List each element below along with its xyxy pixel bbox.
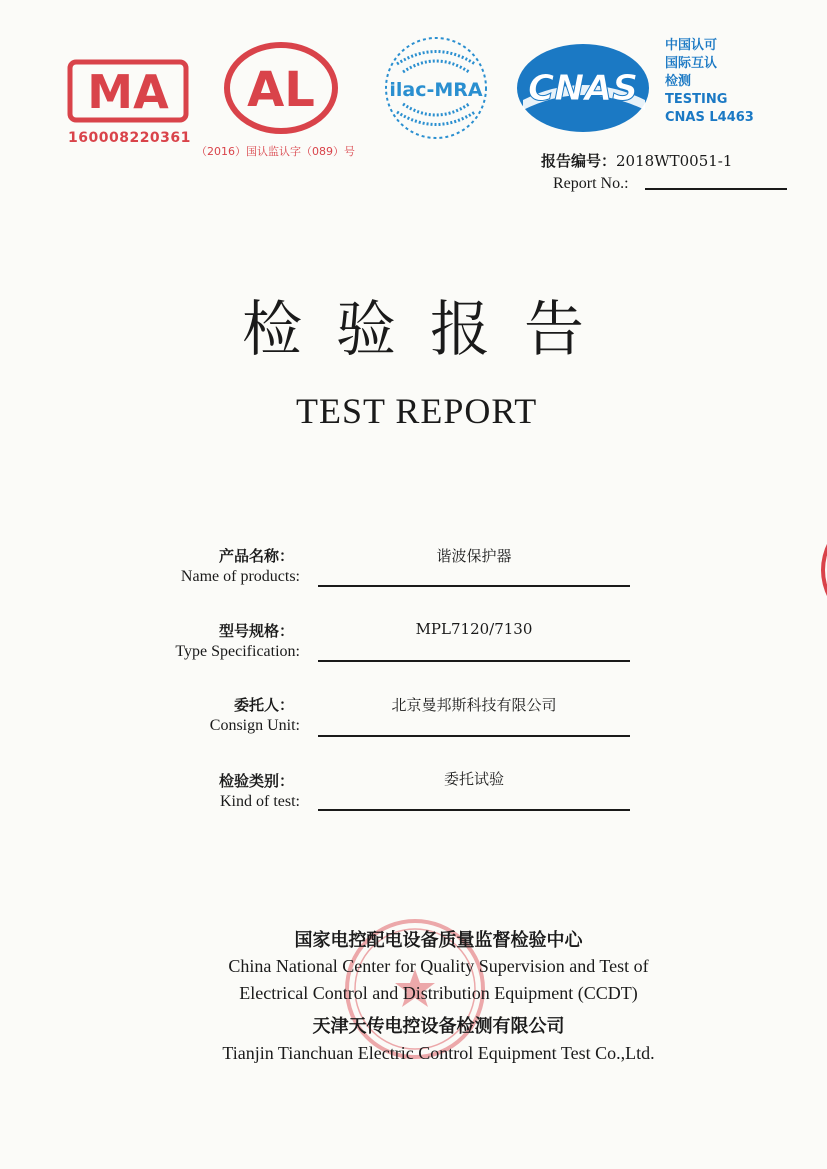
svg-text:ilac-MRA: ilac-MRA: [389, 79, 483, 101]
cnas-line: CNAS L4463: [665, 110, 754, 125]
cal-caption: （2016）国认监认字（089）号: [196, 145, 355, 158]
edge-seal-mark: [812, 540, 827, 600]
field-value-kind-of-test: 委托试验: [443, 770, 504, 788]
field-label-cn: 检验类别：: [218, 772, 294, 790]
cal-logo: [222, 40, 340, 136]
company-name-cn: 天津天传电控设备检测有限公司: [312, 1016, 565, 1037]
field-value-type-spec: MPL7120/7130: [415, 620, 533, 638]
svg-text:AL: AL: [247, 62, 315, 118]
cnas-line: TESTING: [665, 92, 728, 107]
report-no-label-en: Report No.:: [553, 175, 629, 192]
cma-logo: [66, 56, 190, 126]
svg-text:CNAS: CNAS: [527, 68, 639, 109]
field-underline: [318, 585, 630, 587]
svg-text:MA: MA: [87, 65, 169, 119]
field-label-cn: 产品名称：: [218, 547, 294, 565]
field-label-cn: 型号规格：: [218, 622, 294, 640]
title-en: TEST REPORT: [296, 391, 538, 431]
cma-code: 160008220361: [68, 130, 191, 146]
field-underline: [318, 735, 630, 737]
cnas-line: 检测: [665, 74, 692, 89]
org-name-en-line1: China National Center for Quality Supervision and Test of: [228, 956, 649, 976]
report-no-cn: [541, 150, 732, 171]
report-no-value: 2018WT0051-1: [616, 152, 733, 170]
field-value-consign-unit: 北京曼邦斯科技有限公司: [391, 696, 557, 714]
org-name-cn: 国家电控配电设备质量监督检验中心: [294, 930, 583, 951]
report-no-underline: [645, 188, 787, 190]
field-label-en: Name of products:: [180, 568, 300, 585]
cnas-text-block: [665, 37, 754, 127]
cnas-line: 国际互认: [665, 56, 718, 71]
org-name-en-line2: Electrical Control and Distribution Equipment (CCDT): [239, 983, 638, 1003]
field-label-cn: 委托人：: [233, 696, 294, 714]
title-cn: 检验报告: [242, 295, 618, 365]
cnas-line: 中国认可: [665, 38, 718, 53]
field-underline: [318, 809, 630, 811]
company-name-en: Tianjin Tianchuan Electric Control Equipment Test Co.,Ltd.: [222, 1043, 655, 1063]
cnas-logo: [513, 40, 653, 136]
report-no-label: 报告编号：: [541, 152, 617, 170]
field-underline: [318, 660, 630, 662]
field-label-en: Consign Unit:: [209, 717, 300, 734]
field-label-en: Type Specification:: [175, 643, 300, 660]
field-label-en: Kind of test:: [220, 793, 300, 810]
field-value-product-name: 谐波保护器: [436, 547, 512, 565]
ilac-mra-logo: [377, 34, 495, 142]
